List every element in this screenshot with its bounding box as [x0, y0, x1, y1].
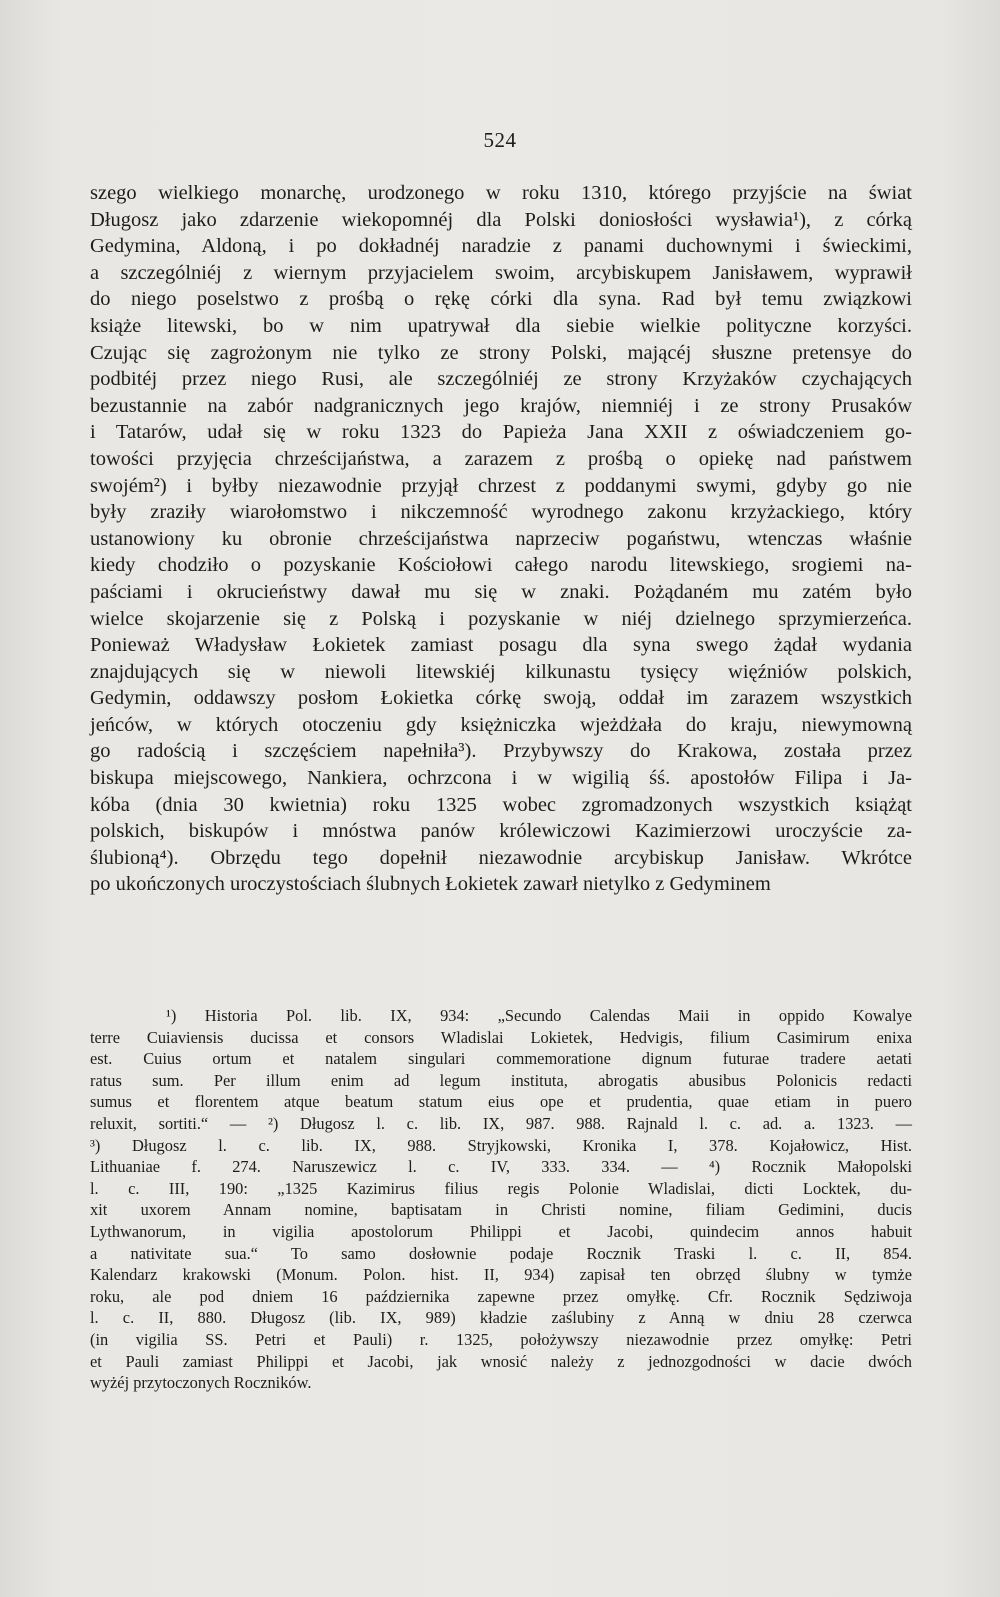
body-line: Czując się zagrożonym nie tylko ze strony Polski, mającéj słuszne pretensye do	[90, 341, 912, 364]
footnote-line: (in vigilia SS. Petri et Pauli) r. 1325, położywszy niezawodnie przez omyłkę: Petri	[90, 1329, 912, 1349]
body-line: biskupa miejscowego, Nankiera, ochrzcona i w wigilią śś. apostołów Filipa i Ja-	[90, 767, 912, 790]
body-line: paściami i okrucieństwy dawał mu się w znaki. Pożądaném mu zatém było	[90, 580, 912, 603]
body-line: do niego poselstwo z prośbą o rękę córki dla syna. Rad był temu związkowi	[90, 288, 912, 311]
body-line: ślubioną⁴). Obrzędu tego dopełnił niezawodnie arcybiskup Janisław. Wkrótce	[90, 846, 912, 869]
body-line: ustanowiony ku obronie chrześcijaństwa naprzeciw pogaństwu, wtenczas właśnie	[90, 527, 912, 550]
footnote-line: l. c. II, 880. Długosz (lib. IX, 989) kładzie zaślubiny z Anną w dniu 28 czerwca	[90, 1308, 912, 1328]
body-line: polskich, biskupów i mnóstwa panów królewiczowi Kazimierzowi uroczyście za-	[90, 820, 912, 843]
footnote-line: est. Cuius ortum et natalem singulari commemoratione dignum futurae tradere aetati	[90, 1049, 912, 1069]
footnote-line: a nativitate sua.“ To samo dosłownie podaje Rocznik Traski l. c. II, 854.	[90, 1243, 912, 1263]
footnote-line: Lithuaniae f. 274. Naruszewicz l. c. IV, 333. 334. — ⁴) Rocznik Małopolski	[90, 1157, 912, 1177]
body-line: były zraziły wiarołomstwo i nikczemność wyrodnego zakonu krzyżackiego, który	[90, 501, 912, 524]
footnote-line: ¹) Historia Pol. lib. IX, 934: „Secundo Calendas Maii in oppido Kowalye	[166, 1006, 912, 1025]
body-line: znajdujących się w niewoli litewskiéj kilkunastu tysięcy więźniów polskich,	[90, 660, 912, 683]
footnote-line: wyżéj przytoczonych Roczników.	[90, 1373, 312, 1393]
body-line: Gedymina, Aldoną, i po dokładnéj naradzie z panami duchownymi i świeckimi,	[90, 235, 912, 258]
body-line: go radością i szczęściem napełniła³). Przybywszy do Krakowa, została przez	[90, 740, 912, 763]
body-line: towości przyjęcia chrześcijaństwa, a zarazem z prośbą o opiekę nad państwem	[90, 447, 912, 470]
body-line: a szczególniéj z wiernym przyjacielem swoim, arcybiskupem Janisławem, wyprawił	[90, 261, 912, 284]
body-line: książe litewski, bo w nim upatrywał dla siebie wielkie polityczne korzyści.	[90, 314, 912, 337]
body-line: Ponieważ Władysław Łokietek zamiast posagu dla syna swego żądał wydania	[90, 634, 912, 657]
footnote-line: ratus sum. Per illum enim ad legum instituta, abrogatis abusibus Polonicis redacti	[90, 1070, 912, 1090]
body-line: po ukończonych uroczystościach ślubnych Łokietek zawarł nietylko z Gedyminem	[90, 873, 771, 896]
body-line: swojém²) i byłby niezawodnie przyjął chrzest z poddanymi swymi, gdyby go nie	[90, 474, 912, 497]
footnote-line: reluxit, sortiti.“ — ²) Długosz l. c. lib. IX, 987. 988. Rajnald l. c. ad. a. 1323. —	[90, 1113, 912, 1133]
footnote-line: et Pauli zamiast Philippi et Jacobi, jak wnosić należy z jednozgodności w dacie dwóch	[90, 1351, 912, 1371]
footnote-line: sumus et florentem atque beatum statum eius ope et prudentia, quae etiam in puero	[90, 1092, 912, 1112]
footnote-line: ³) Długosz l. c. lib. IX, 988. Stryjkowski, Kronika I, 378. Kojałowicz, Hist.	[90, 1135, 912, 1155]
body-line: kiedy chodziło o pozyskanie Kościołowi całego narodu litewskiego, srogiemi na-	[90, 554, 912, 577]
body-line: Gedymin, oddawszy posłom Łokietka córkę swoją, oddał im zarazem wszystkich	[90, 687, 912, 710]
body-line: jeńców, w których otoczeniu gdy księżniczka wjeżdżała do kraju, niewymowną	[90, 713, 912, 736]
footnote-line: xit uxorem Annam nomine, baptisatam in Christi nomine, filiam Gedimini, ducis	[90, 1200, 912, 1220]
body-line: podbitéj przez niego Rusi, ale szczególniéj ze strony Krzyżaków czychających	[90, 368, 912, 391]
body-line: i Tatarów, udał się w roku 1323 do Papieża Jana XXII z oświadczeniem go-	[90, 421, 912, 444]
body-text	[90, 180, 912, 898]
footnote-line: Lythwanorum, in vigilia apostolorum Philippi et Jacobi, quindecim annos habuit	[90, 1221, 912, 1241]
footnote-line: Kalendarz krakowski (Monum. Polon. hist. II, 934) zapisał ten obrzęd ślubny w tymże	[90, 1265, 912, 1285]
body-line: kóba (dnia 30 kwietnia) roku 1325 wobec zgromadzonych wszystkich książąt	[90, 793, 912, 816]
body-line: Długosz jako zdarzenie wiekopomnéj dla Polski doniosłości wysławia¹), z córką	[90, 208, 912, 231]
page-number: 524	[483, 128, 517, 152]
body-line: szego wielkiego monarchę, urodzonego w roku 1310, którego przyjście na świat	[90, 182, 912, 204]
footnote-line: l. c. III, 190: „1325 Kazimirus filius regis Polonie Wladislai, dicti Locktek, du-	[90, 1178, 912, 1198]
footnote-line: terre Cuiaviensis ducissa et consors Wladislai Lokietek, Hedvigis, filium Casimirum enixa	[90, 1027, 912, 1047]
footnote-line: roku, ale pod dniem 16 października zapewne przez omyłkę. Cfr. Rocznik Sędziwoja	[90, 1286, 912, 1306]
body-line: wielce skojarzenie się z Polską i pozyskanie w niéj dzielnego sprzymierzeńca.	[90, 607, 912, 630]
body-line: bezustannie na zabór nadgranicznych jego krajów, niemniéj i ze strony Prusaków	[90, 394, 912, 417]
footnotes	[90, 1005, 912, 1394]
